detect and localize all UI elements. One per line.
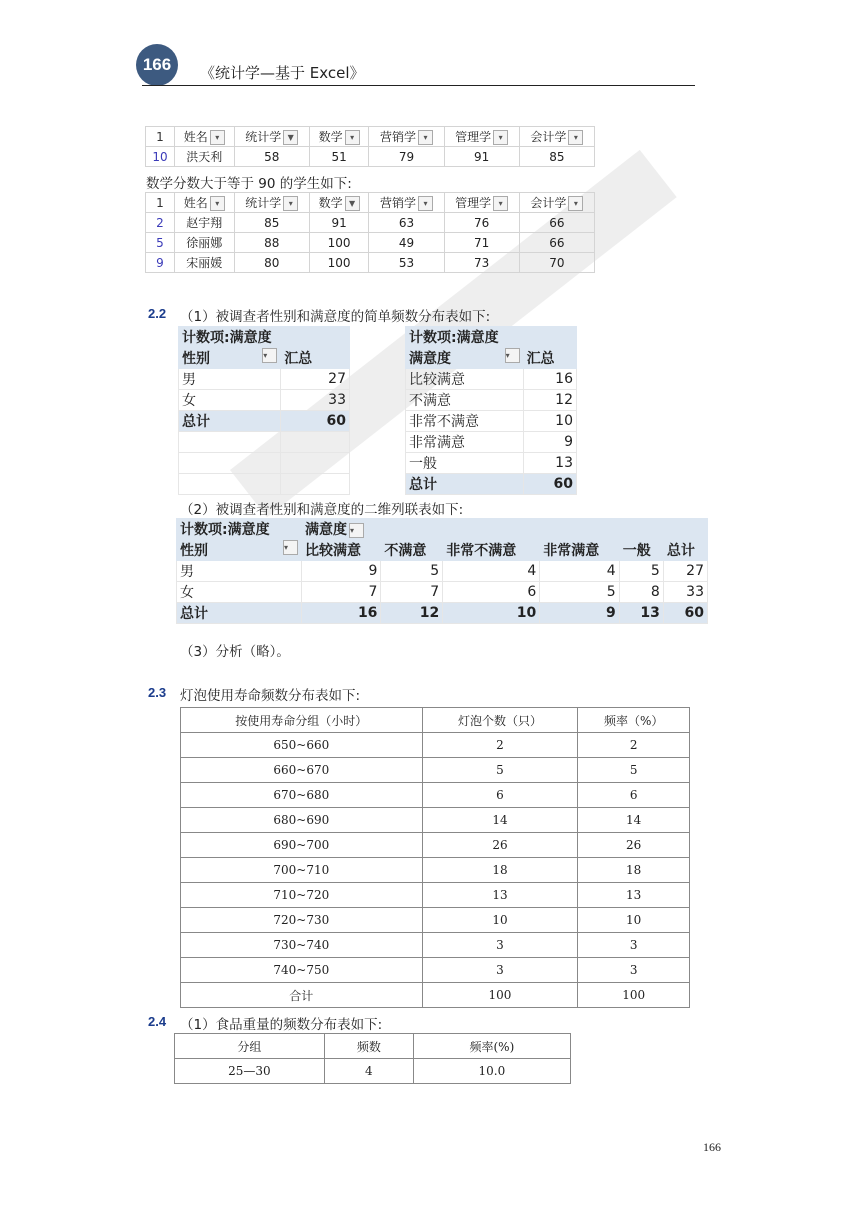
row-number: 10 — [146, 147, 175, 167]
field-label: 性别 — [180, 543, 208, 559]
cell: 51 — [309, 147, 369, 167]
cell: 5 — [540, 582, 619, 603]
table-row — [177, 582, 708, 603]
cell: 9 — [523, 432, 576, 453]
column-header: 一般 — [619, 540, 663, 561]
cell — [179, 474, 281, 495]
cell: 27 — [663, 561, 707, 582]
cell: 33 — [281, 390, 350, 411]
cell: 12 — [381, 603, 443, 624]
column-header-label: 姓名 — [183, 196, 208, 210]
empty-row — [179, 474, 350, 495]
cell: 3 — [422, 933, 578, 958]
cell: 4 — [540, 561, 619, 582]
cell: 660~670 — [181, 758, 423, 783]
paragraph: （1）食品重量的频数分布表如下: — [180, 1017, 383, 1033]
column-header-label: 管理学 — [455, 196, 492, 210]
cell: 3 — [578, 958, 690, 983]
cell: 690~700 — [181, 833, 423, 858]
table-row — [181, 933, 690, 958]
filter-dropdown-icon[interactable]: ▾ — [283, 196, 298, 211]
pivot-satisfaction — [405, 326, 577, 495]
cell: 非常不满意 — [406, 411, 524, 432]
row-field — [177, 540, 302, 561]
cell: 60 — [523, 474, 576, 495]
header-row — [406, 348, 577, 369]
cell: 10 — [422, 908, 578, 933]
total-row — [177, 603, 708, 624]
cell: 53 — [369, 253, 444, 273]
cell — [281, 432, 350, 453]
header-row — [179, 327, 350, 348]
cell: 100 — [422, 983, 578, 1008]
table-row — [181, 758, 690, 783]
cell: 740~750 — [181, 958, 423, 983]
lifespan-table — [180, 707, 690, 1008]
table-row — [179, 369, 350, 390]
filter-dropdown-icon[interactable]: ▾ — [505, 348, 520, 363]
column-header-label: 会计学 — [530, 130, 567, 144]
column-header: 频率(%) — [413, 1034, 570, 1059]
cell: 总计 — [177, 603, 302, 624]
filter-dropdown-icon[interactable]: ▾ — [568, 196, 583, 211]
cell: 680~690 — [181, 808, 423, 833]
cell: 60 — [663, 603, 707, 624]
sum-header: 汇总 — [281, 348, 350, 369]
column-header-label: 姓名 — [183, 130, 208, 144]
cell: 26 — [422, 833, 578, 858]
column-header: 比较满意 — [302, 540, 381, 561]
row-field — [406, 348, 524, 369]
paragraph: （1）被调查者性别和满意度的简单频数分布表如下: — [180, 309, 491, 325]
cell: 4 — [443, 561, 540, 582]
cell — [281, 474, 350, 495]
cell: 洪天利 — [175, 147, 235, 167]
cell: 100 — [578, 983, 690, 1008]
cell: 10 — [523, 411, 576, 432]
column-header-label: 营销学 — [380, 196, 417, 210]
filter-dropdown-icon[interactable]: ▾ — [568, 130, 583, 145]
column-header — [175, 193, 235, 213]
cell: 16 — [302, 603, 381, 624]
pivot-title: 计数项:满意度 — [177, 519, 302, 540]
table-row — [181, 808, 690, 833]
section-number: 2.4 — [148, 1014, 167, 1029]
column-header-label: 会计学 — [530, 196, 567, 210]
filter-dropdown-icon[interactable]: ▾ — [210, 196, 225, 211]
column-header: 不满意 — [381, 540, 443, 561]
cell: 5 — [381, 561, 443, 582]
cell: 100 — [309, 253, 369, 273]
total-row — [406, 474, 577, 495]
pivot-gender — [178, 326, 350, 495]
column-header-label: 营销学 — [380, 130, 417, 144]
column-header: 分组 — [175, 1034, 325, 1059]
header-row — [406, 327, 577, 348]
filter-dropdown-icon[interactable]: ▾ — [262, 348, 277, 363]
cell: 26 — [578, 833, 690, 858]
cell: 88 — [234, 233, 309, 253]
cell: 比较满意 — [406, 369, 524, 390]
row-number: 5 — [146, 233, 175, 253]
cell: 3 — [422, 958, 578, 983]
filter-dropdown-icon[interactable]: ▾ — [349, 523, 364, 538]
cell: 91 — [444, 147, 519, 167]
column-header — [234, 193, 309, 213]
row-number: 2 — [146, 213, 175, 233]
table-row — [181, 783, 690, 808]
table-row — [406, 390, 577, 411]
column-header-label: 数学 — [318, 130, 343, 144]
cell — [281, 453, 350, 474]
column-header — [519, 193, 594, 213]
cell: 10 — [578, 908, 690, 933]
cell: 60 — [281, 411, 350, 432]
cell: 85 — [519, 147, 594, 167]
col-field — [302, 519, 708, 540]
column-header: 非常不满意 — [443, 540, 540, 561]
column-header — [519, 127, 594, 147]
cell: 71 — [444, 233, 519, 253]
section-number: 2.2 — [148, 306, 167, 321]
filter-dropdown-icon[interactable]: ▾ — [493, 130, 508, 145]
column-header — [175, 127, 235, 147]
cell: 8 — [619, 582, 663, 603]
cell: 70 — [519, 253, 594, 273]
row-number: 1 — [146, 193, 175, 213]
cell: 76 — [444, 213, 519, 233]
field-label: 满意度 — [305, 522, 347, 538]
cell: 12 — [523, 390, 576, 411]
cell: 5 — [422, 758, 578, 783]
section-number: 2.3 — [148, 685, 167, 700]
header-row — [146, 127, 595, 147]
cell: 7 — [381, 582, 443, 603]
column-header — [444, 127, 519, 147]
cell: 18 — [578, 858, 690, 883]
cell: 710~720 — [181, 883, 423, 908]
cell: 13 — [619, 603, 663, 624]
sum-header: 汇总 — [523, 348, 576, 369]
table-row — [181, 858, 690, 883]
filter-active-icon[interactable]: ▼ — [345, 196, 360, 211]
cell: 5 — [619, 561, 663, 582]
pivot-title: 计数项:满意度 — [179, 327, 350, 348]
cell: 13 — [578, 883, 690, 908]
table-row — [175, 1059, 571, 1084]
column-header-label: 统计学 — [245, 130, 282, 144]
filter-dropdown-icon[interactable]: ▾ — [418, 196, 433, 211]
field-label: 性别 — [182, 351, 210, 367]
table-row — [406, 453, 577, 474]
cell: 一般 — [406, 453, 524, 474]
table-row — [146, 147, 595, 167]
header-rule — [142, 85, 695, 86]
table-row — [181, 733, 690, 758]
cell: 5 — [578, 758, 690, 783]
cell: 6 — [443, 582, 540, 603]
cell: 13 — [422, 883, 578, 908]
column-header: 总计 — [663, 540, 707, 561]
column-header — [234, 127, 309, 147]
cell: 49 — [369, 233, 444, 253]
cell: 91 — [309, 213, 369, 233]
filter2-caption: 数学分数大于等于 90 的学生如下: — [146, 176, 352, 192]
cell: 总计 — [406, 474, 524, 495]
cell: 670~680 — [181, 783, 423, 808]
column-header — [369, 127, 444, 147]
header-row — [177, 540, 708, 561]
cell: 25—30 — [175, 1059, 325, 1084]
cell: 女 — [177, 582, 302, 603]
table-row — [177, 561, 708, 582]
row-field — [179, 348, 281, 369]
field-label: 满意度 — [409, 351, 451, 367]
table-row — [181, 958, 690, 983]
header-row — [181, 708, 690, 733]
table-row — [146, 213, 595, 233]
cell: 2 — [578, 733, 690, 758]
cell: 58 — [234, 147, 309, 167]
paragraph: （2）被调查者性别和满意度的二维列联表如下: — [180, 502, 464, 518]
header-row — [175, 1034, 571, 1059]
cell: 女 — [179, 390, 281, 411]
header-row — [179, 348, 350, 369]
cell: 宋丽媛 — [175, 253, 235, 273]
cell: 男 — [179, 369, 281, 390]
empty-row — [179, 453, 350, 474]
page-badge: 166 — [136, 44, 178, 86]
empty-row — [179, 432, 350, 453]
cell: 27 — [281, 369, 350, 390]
cell — [179, 453, 281, 474]
column-header — [444, 193, 519, 213]
filter-dropdown-icon[interactable]: ▾ — [345, 130, 360, 145]
cell: 18 — [422, 858, 578, 883]
cell: 700~710 — [181, 858, 423, 883]
cell: 73 — [444, 253, 519, 273]
cell: 79 — [369, 147, 444, 167]
column-header: 频数 — [324, 1034, 413, 1059]
paragraph: 灯泡使用寿命频数分布表如下: — [180, 688, 361, 704]
table-row — [146, 233, 595, 253]
cell: 不满意 — [406, 390, 524, 411]
cell: 650~660 — [181, 733, 423, 758]
table-row — [146, 253, 595, 273]
cell: 2 — [422, 733, 578, 758]
cell: 非常满意 — [406, 432, 524, 453]
cell: 徐丽娜 — [175, 233, 235, 253]
cell: 85 — [234, 213, 309, 233]
column-header — [309, 127, 369, 147]
crosstab — [176, 518, 708, 624]
book-title: 《统计学—基于 Excel》 — [200, 64, 365, 82]
cell: 14 — [422, 808, 578, 833]
cell: 66 — [519, 213, 594, 233]
table-row — [181, 983, 690, 1008]
cell — [179, 432, 281, 453]
column-header — [369, 193, 444, 213]
cell: 100 — [309, 233, 369, 253]
cell: 10.0 — [413, 1059, 570, 1084]
cell: 总计 — [179, 411, 281, 432]
column-header: 按使用寿命分组（小时） — [181, 708, 423, 733]
column-header-label: 数学 — [318, 196, 343, 210]
cell: 男 — [177, 561, 302, 582]
cell: 合计 — [181, 983, 423, 1008]
filter-dropdown-icon[interactable]: ▾ — [493, 196, 508, 211]
cell: 7 — [302, 582, 381, 603]
cell: 9 — [540, 603, 619, 624]
header-row — [146, 193, 595, 213]
row-number: 9 — [146, 253, 175, 273]
column-header — [309, 193, 369, 213]
cell: 4 — [324, 1059, 413, 1084]
cell: 16 — [523, 369, 576, 390]
filter-table-stats — [145, 126, 595, 167]
filter-dropdown-icon[interactable]: ▾ — [418, 130, 433, 145]
column-header: 频率（%） — [578, 708, 690, 733]
header-row — [177, 519, 708, 540]
cell: 9 — [302, 561, 381, 582]
cell: 6 — [578, 783, 690, 808]
column-header: 非常满意 — [540, 540, 619, 561]
weight-table — [174, 1033, 571, 1084]
table-row — [181, 833, 690, 858]
cell: 13 — [523, 453, 576, 474]
table-row — [179, 390, 350, 411]
column-header-label: 统计学 — [245, 196, 282, 210]
table-row — [181, 883, 690, 908]
cell: 66 — [519, 233, 594, 253]
column-header: 灯泡个数（只） — [422, 708, 578, 733]
cell: 6 — [422, 783, 578, 808]
cell: 720~730 — [181, 908, 423, 933]
cell: 730~740 — [181, 933, 423, 958]
filter-dropdown-icon[interactable]: ▾ — [283, 540, 298, 555]
total-row — [179, 411, 350, 432]
table-row — [406, 432, 577, 453]
pivot-title: 计数项:满意度 — [406, 327, 577, 348]
table-row — [181, 908, 690, 933]
table-row — [406, 369, 577, 390]
filter-dropdown-icon[interactable]: ▾ — [210, 130, 225, 145]
cell: 3 — [578, 933, 690, 958]
table-row — [406, 411, 577, 432]
cell: 63 — [369, 213, 444, 233]
paragraph: （3）分析（略）。 — [180, 644, 290, 660]
cell: 33 — [663, 582, 707, 603]
filter-table-math — [145, 192, 595, 273]
cell: 10 — [443, 603, 540, 624]
row-number: 1 — [146, 127, 175, 147]
page-number: 166 — [703, 1140, 721, 1154]
filter-active-icon[interactable]: ▼ — [283, 130, 298, 145]
cell: 赵宇翔 — [175, 213, 235, 233]
column-header-label: 管理学 — [455, 130, 492, 144]
cell: 80 — [234, 253, 309, 273]
cell: 14 — [578, 808, 690, 833]
